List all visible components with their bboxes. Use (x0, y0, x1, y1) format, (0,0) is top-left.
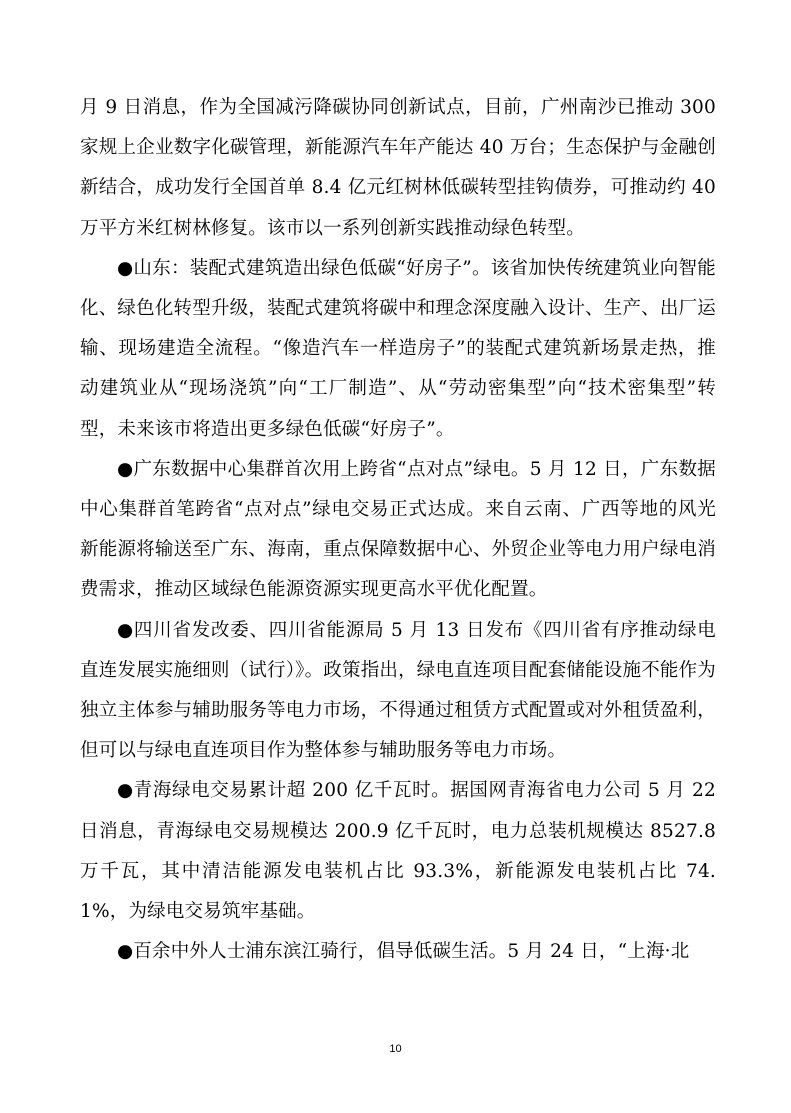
paragraph-shandong: ●山东：装配式建筑造出绿色低碳“好房子”。该省加快传统建筑业向智能化、绿色化转型升级，装配式建筑将碳中和理念深度融入设计、生产、出厂运输、现场建造全流程。“像造汽车一样造房子”的装配式建筑新场景走热，推动建筑业从“现场浇筑”向“工厂制造”、从“劳动密集型”向“技术密集型”转型，未来该市将造出更多绿色低碳“好房子”。 (80, 257, 716, 440)
paragraph-guangdong: ●广东数据中心集群首次用上跨省“点对点”绿电。5 月 12 日，广东数据中心集群首笔跨省“点对点”绿电交易正式达成。来自云南、广西等地的风光新能源将输送至广东、海南，重点保障数据中心、外贸企业等电力用户绿电消费需求，推动区域绿色能源资源实现更高水平优化配置。 (80, 458, 716, 601)
paragraph-sichuan: ●四川省发改委、四川省能源局 5 月 13 日发布《四川省有序推动绿电直连发展实施细则（试行）》。政策指出，绿电直连项目配套储能设施不能作为独立主体参与辅助服务等电力市场，不得通过租赁方式配置或对外租赁盈利，但可以与绿电直连项目作为整体参与辅助服务等电力市场。 (80, 619, 717, 762)
paragraph-pudong: ●百余中外人士浦东滨江骑行，倡导低碳生活。5 月 24 日，“上海·北 (117, 941, 690, 963)
paragraph-continuation: 月 9 日消息，作为全国减污降碳协同创新试点，目前，广州南沙已推动 300 家规上企业数字化碳管理，新能源汽车年产能达 40 万台；生态保护与金融创新结合，成功发行全国首单 8.4 亿元红树林低碳转型挂钩债券，可推动约 40 万平方米红树林修复。该市以一系列创新实践推动绿色转型。 (80, 97, 716, 239)
paragraph-qinghai: ●青海绿电交易累计超 200 亿千瓦时。据国网青海省电力公司 5 月 22 日消息，青海绿电交易规模达 200.9 亿千瓦时，电力总装机规模达 8527.8 万千瓦，其中清洁能源发电装机占比 93.3%，新能源发电装机占比 74.1%，为绿电交易筑牢基础。 (80, 780, 716, 923)
document-body (80, 88, 716, 972)
page-number: 10 (389, 1043, 402, 1055)
